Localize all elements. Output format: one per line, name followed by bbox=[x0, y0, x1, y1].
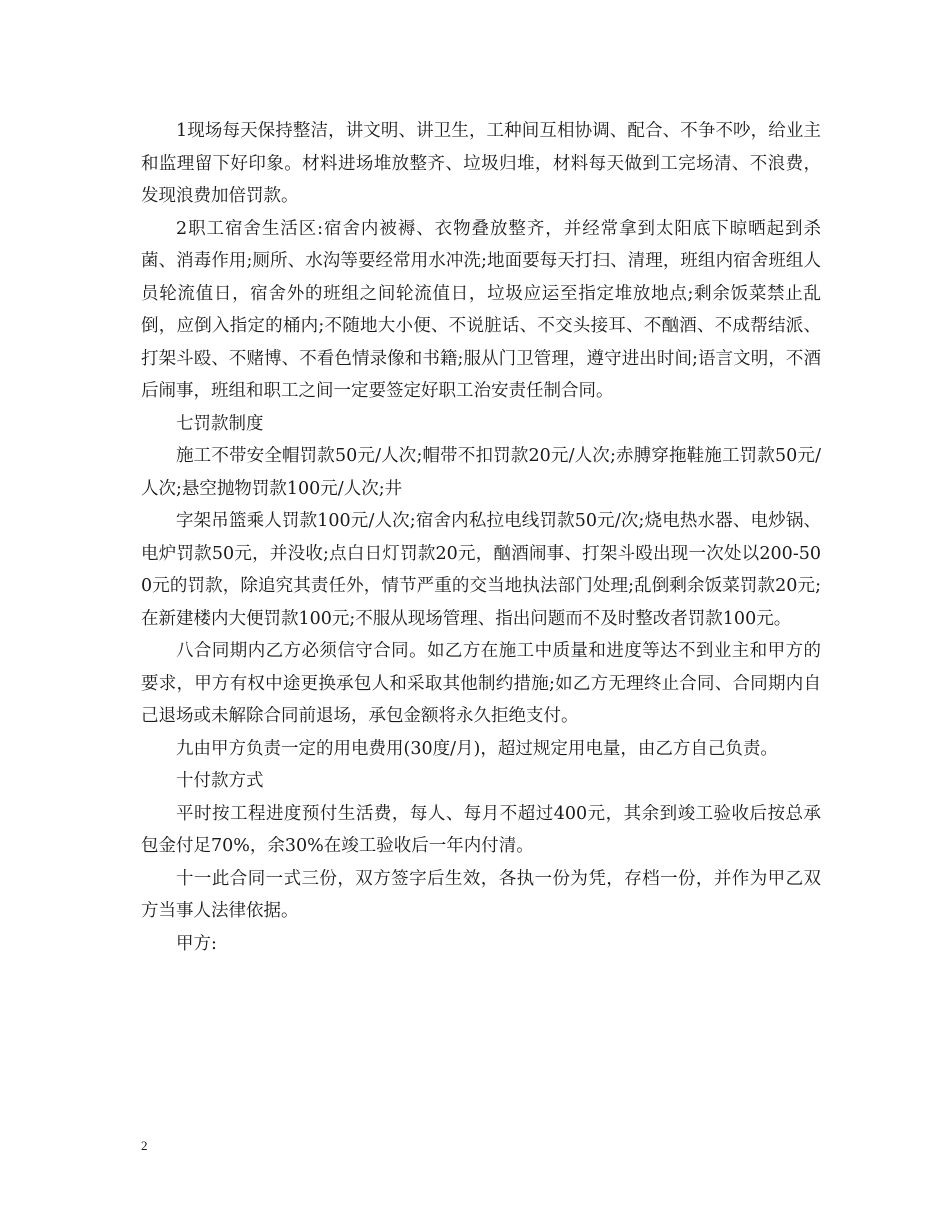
paragraph-dormitory-rules: 2职工宿舍生活区:宿舍内被褥、衣物叠放整齐，并经常拿到太阳底下晾晒起到杀菌、消毒作用;厕所、水沟等要经常用水冲洗;地面要每天打扫、清理，班组内宿舍班组人员轮流值日，宿舍外的班组之间轮流值日，垃圾应运至指定堆放地点;剩余饭菜禁止乱倒，应倒入指定的桶内;不随地大小便、不说脏话、不交头接耳、不酗酒、不成帮结派、打架斗殴、不赌博、不看色情录像和书籍;服从门卫管理，遵守进出时间;语言文明，不酒后闹事，班组和职工之间一定要签定好职工治安责任制合同。 bbox=[141, 218, 821, 401]
page-number: 2 bbox=[141, 1138, 148, 1153]
section-heading-payment-method: 十付款方式 bbox=[176, 771, 264, 791]
paragraph-contract-copies: 十一此合同一式三份，双方签字后生效，各执一份为凭，存档一份，并作为甲乙双方当事人法律依据。 bbox=[141, 868, 821, 921]
document-body bbox=[141, 115, 821, 960]
section-heading-penalty-system: 七罚款制度 bbox=[176, 413, 264, 434]
paragraph-contract-compliance: 八合同期内乙方必须信守合同。如乙方在施工中质量和进度等达不到业主和甲方的要求，甲方有权中途更换承包人和采取其他制约措施;如乙方无理终止合同、合同期内自己退场或未解除合同前退场，承包金额将永久拒绝支付。 bbox=[141, 641, 821, 726]
paragraph-penalty-list-2: 字架吊篮乘人罚款100元/人次;宿舍内私拉电线罚款50元/次;烧电热水器、电炒锅、电炉罚款50元，并没收;点白日灯罚款20元，酗酒闹事、打架斗殴出现一次处以200-500元的罚款，除追究其责任外，情节严重的交当地执法部门处理;乱倒剩余饭菜罚款20元;在新建楼内大便罚款100元;不服从现场管理、指出问题而不及时整改者罚款100元。 bbox=[141, 511, 821, 629]
paragraph-electricity-fee: 九由甲方负责一定的用电费用(30度/月)，超过规定用电量，由乙方自己负责。 bbox=[176, 738, 778, 759]
paragraph-site-cleanliness: 1现场每天保持整洁，讲文明、讲卫生，工种间互相协调、配合、不争不吵，给业主和监理留下好印象。材料进场堆放整齐、垃圾归堆，材料每天做到工完场清、不浪费，发现浪费加倍罚款。 bbox=[141, 121, 821, 206]
paragraph-payment-terms: 平时按工程进度预付生活费，每人、每月不超过400元，其余到竣工验收后按总承包金付足70%，余30%在竣工验收后一年内付清。 bbox=[141, 803, 821, 856]
paragraph-penalty-list-1: 施工不带安全帽罚款50元/人次;帽带不扣罚款20元/人次;赤膊穿拖鞋施工罚款50元/人次;悬空抛物罚款100元/人次;井 bbox=[141, 446, 821, 499]
signature-party-a-label: 甲方: bbox=[176, 933, 217, 954]
